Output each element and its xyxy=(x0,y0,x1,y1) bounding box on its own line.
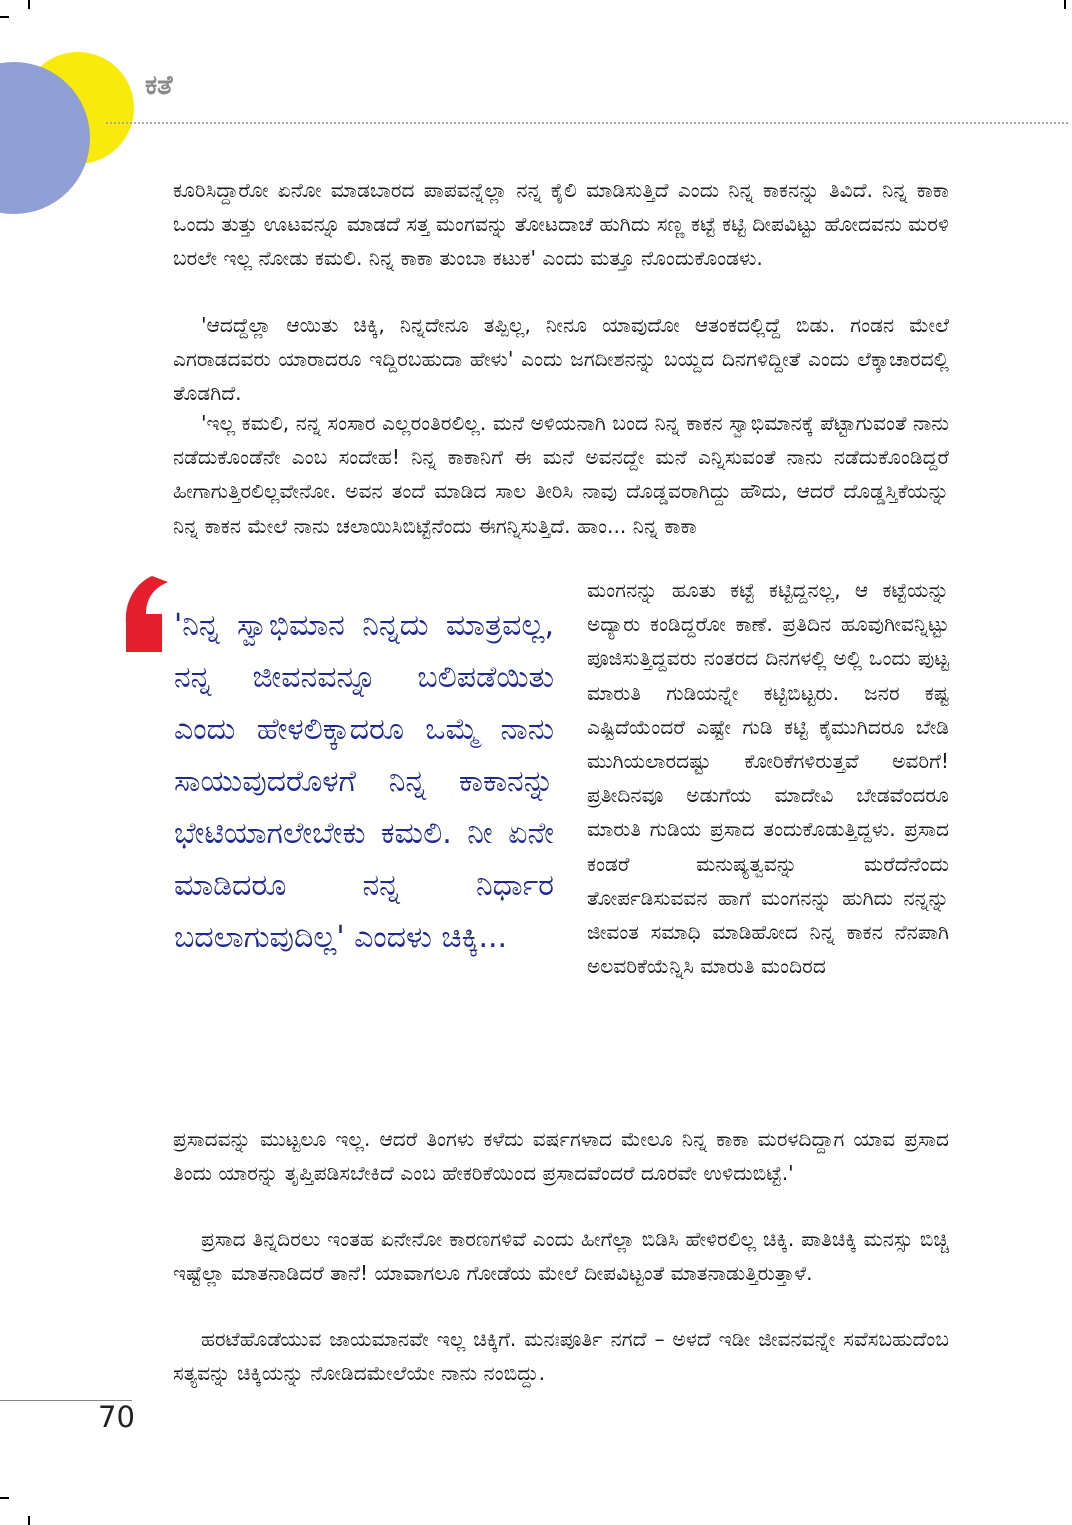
right-column-text: ಮಂಗನನ್ನು ಹೂತು ಕಟ್ಟೆ ಕಟ್ಟಿದ್ದನಲ್ಲ, ಆ ಕಟ್ಟೆಯನ್ನು ಅದ್ಯಾರು ಕಂಡಿದ್ದರೋ ಕಾಣೆ. ಪ್ರತಿದಿನ ಹೂವುಗೀವನ್ನಿಟ್ಟು ಪೂಜಿಸುತ್ತಿದ್ದವರು ನಂತರದ ದಿನಗಳಲ್ಲಿ ಅಲ್ಲಿ ಒಂದು ಪುಟ್ಟ ಮಾರುತಿ ಗುಡಿಯನ್ನೇ ಕಟ್ಟಿಬಿಟ್ಟರು. ಜನರ ಕಷ್ಟ ಎಷ್ಟಿದೆಯೆಂದರೆ ಎಷ್ಟೇ ಗುಡಿ ಕಟ್ಟಿ ಕೈಮುಗಿದರೂ ಬೇಡಿ ಮುಗಿಯಲಾರದಷ್ಟು ಕೋರಿಕೆಗಳಿರುತ್ತವೆ ಅವರಿಗೆ! ಪ್ರತೀದಿನವೂ ಅಡುಗೆಯ ಮಾದೇವಿ ಬೇಡವೆಂದರೂ ಮಾರುತಿ ಗುಡಿಯ ಪ್ರಸಾದ ತಂದುಕೊಡುತ್ತಿದ್ದಳು. ಪ್ರಸಾದ ಕಂಡರೆ ಮನುಷ್ಯತ್ವವನ್ನು ಮರೆದೆನೆಂದು ತೋರ್ಪಡಿಸುವವನ ಹಾಗೆ ಮಂಗನನ್ನು ಹುಗಿದು ನನ್ನನ್ನು ಜೀವಂತ ಸಮಾಧಿ ಮಾಡಿಹೋದ ನಿನ್ನ ಕಾಕನ ನೆನಪಾಗಿ ಅಲವರಿಕೆಯೆನ್ನಿಸಿ ಮಾರುತಿ ಮಂದಿರದ xyxy=(587,578,949,979)
section-label: ಕತೆ xyxy=(145,70,173,101)
crop-mark-left-upper xyxy=(0,16,9,18)
body-paragraph-4: ಪ್ರಸಾದವನ್ನು ಮುಟ್ಟಲೂ ಇಲ್ಲ. ಆದರೆ ತಿಂಗಳು ಕಳೆದು ವರ್ಷಗಳಾದ ಮೇಲೂ ನಿನ್ನ ಕಾಕಾ ಮರಳದಿದ್ದಾಗ ಯಾವ ಪ್ರಸಾದ ತಿಂದು ಯಾರನ್ನು ತೃಪ್ತಿಪಡಿಸಬೇಕಿದೆ ಎಂಬ ಹೇಕರಿಕೆಯಿಂದ ಪ್ರಸಾದವೆಂದರೆ ದೂರವೇ ಉಳಿದುಬಿಟ್ಟೆ.' xyxy=(173,1127,949,1186)
crop-mark-top-right xyxy=(1064,0,1066,9)
body-paragraph-6: ಹರಟೆಹೊಡೆಯುವ ಜಾಯಮಾನವೇ ಇಲ್ಲ ಚಿಕ್ಕಿಗೆ. ಮನಃಪೂರ್ತಿ ನಗದೆ – ಅಳದೆ ಇಡೀ ಜೀವನವನ್ನೇ ಸವೆಸಬಹುದೆಂಬ ಸತ್ಯವನ್ನು ಚಿಕ್ಕಿಯನ್ನು ನೋಡಿದಮೇಲೆಯೇ ನಾನು ನಂಬಿದ್ದು. xyxy=(173,1327,949,1386)
pull-quote: 'ನಿನ್ನ ಸ್ವಾಭಿಮಾನ ನಿನ್ನದು ಮಾತ್ರವಲ್ಲ, ನನ್ನ ಜೀವನವನ್ನೂ ಬಲಿಪಡೆಯಿತು ಎಂದು ಹೇಳಲಿಕ್ಕಾದರೂ ಒಮ್ಮೆ ನಾನು ಸಾಯುವುದರೊಳಗೆ ನಿನ್ನ ಕಾಕಾನನ್ನು ಭೇಟಿಯಾಗಲೇಬೇಕು ಕಮಲಿ. ನೀ ಏನೇ ಮಾಡಿದರೂ ನನ್ನ ನಿರ್ಧಾರ ಬದಲಾಗುವುದಿಲ್ಲ' ಎಂದಳು ಚಿಕ್ಕಿ... xyxy=(174,608,554,955)
body-paragraph-2: 'ಆದದ್ದೆಲ್ಲಾ ಆಯಿತು ಚಿಕ್ಕಿ, ನಿನ್ನದೇನೂ ತಪ್ಪಿಲ್ಲ, ನೀನೂ ಯಾವುದೋ ಆತಂಕದಲ್ಲಿದ್ದೆ ಬಿಡು. ಗಂಡನ ಮೇಲೆ ಎಗರಾಡದವರು ಯಾರಾದರೂ ಇದ್ದಿರಬಹುದಾ ಹೇಳು' ಎಂದು ಜಗದೀಶನನ್ನು ಬಯ್ದದ ದಿನಗಳಿದ್ದೀತೆ ಎಂದು ಲೆಕ್ಕಾಚಾರದಲ್ಲಿ ತೊಡಗಿದೆ. xyxy=(173,313,949,406)
body-paragraph-5: ಪ್ರಸಾದ ತಿನ್ನದಿರಲು ಇಂತಹ ಏನೇನೋ ಕಾರಣಗಳಿವೆ ಎಂದು ಹೀಗೆಲ್ಲಾ ಬಿಡಿಸಿ ಹೇಳಿರಲಿಲ್ಲ ಚಿಕ್ಕಿ. ಪಾತಿಚಿಕ್ಕಿ ಮನಸ್ಸು ಬಿಚ್ಚಿ ಇಷ್ಟೆಲ್ಲಾ ಮಾತನಾಡಿದರೆ ತಾನೆ! ಯಾವಾಗಲೂ ಗೋಡೆಯ ಮೇಲೆ ದೀಪವಿಟ್ಟಂತೆ ಮಾತನಾಡುತ್ತಿರುತ್ತಾಳೆ. xyxy=(173,1227,949,1286)
quote-mark-icon xyxy=(122,576,168,652)
crop-mark-bottom-left xyxy=(28,1516,30,1525)
crop-mark-top-left xyxy=(28,0,30,9)
page-number: 70 xyxy=(98,1400,135,1434)
crop-mark-left-lower xyxy=(0,1497,9,1499)
body-paragraph-3: 'ಇಲ್ಲ ಕಮಲಿ, ನನ್ನ ಸಂಸಾರ ಎಲ್ಲರಂತಿರಲಿಲ್ಲ. ಮನೆ ಅಳಿಯನಾಗಿ ಬಂದ ನಿನ್ನ ಕಾಕನ ಸ್ವಾಭಿಮಾನಕ್ಕೆ ಪೆಟ್ಟಾಗುವಂತೆ ನಾನು ನಡೆದುಕೊಂಡೆನೇ ಎಂಬ ಸಂದೇಹ! ನಿನ್ನ ಕಾಕಾನಿಗೆ ಈ ಮನೆ ಅವನದ್ದೇ ಮನೆ ಎನ್ನಿಸುವಂತೆ ನಾನು ನಡೆದುಕೊಂಡಿದ್ದರೆ ಹೀಗಾಗುತ್ತಿರಲಿಲ್ಲವೇನೋ. ಅವನ ತಂದೆ ಮಾಡಿದ ಸಾಲ ತೀರಿಸಿ ನಾವು ದೊಡ್ಡವರಾಗಿದ್ದು ಹೌದು, ಆದರೆ ದೊಡ್ಡಸ್ತಿಕೆಯನ್ನು ನಿನ್ನ ಕಾಕನ ಮೇಲೆ ನಾನು ಚಲಾಯಿಸಿಬಿಟ್ಟೆನೆಂದು ಈಗನ್ನಿಸುತ್ತಿದೆ. ಹಾಂ... ನಿನ್ನ ಕಾಕಾ xyxy=(173,411,949,538)
header-dotted-divider xyxy=(106,122,1068,124)
body-paragraph-1: ಕೂರಿಸಿದ್ದಾರೋ ಏನೋ ಮಾಡಬಾರದ ಪಾಪವನ್ನೆಲ್ಲಾ ನನ್ನ ಕೈಲಿ ಮಾಡಿಸುತ್ತಿದೆ ಎಂದು ನಿನ್ನ ಕಾಕನನ್ನು ತಿವಿದೆ. ನಿನ್ನ ಕಾಕಾ ಒಂದು ತುತ್ತು ಊಟವನ್ನೂ ಮಾಡದೆ ಸತ್ತ ಮಂಗವನ್ನು ತೋಟದಾಚೆ ಹುಗಿದು ಸಣ್ಣ ಕಟ್ಟೆ ಕಟ್ಟಿ ದೀಪವಿಟ್ಟು ಹೋದವನು ಮರಳಿ ಬರಲೇ ಇಲ್ಲ ನೋಡು ಕಮಲಿ. ನಿನ್ನ ಕಾಕಾ ತುಂಬಾ ಕಟುಕ' ಎಂದು ಮತ್ತೂ ನೊಂದುಕೊಂಡಳು. xyxy=(173,178,949,271)
